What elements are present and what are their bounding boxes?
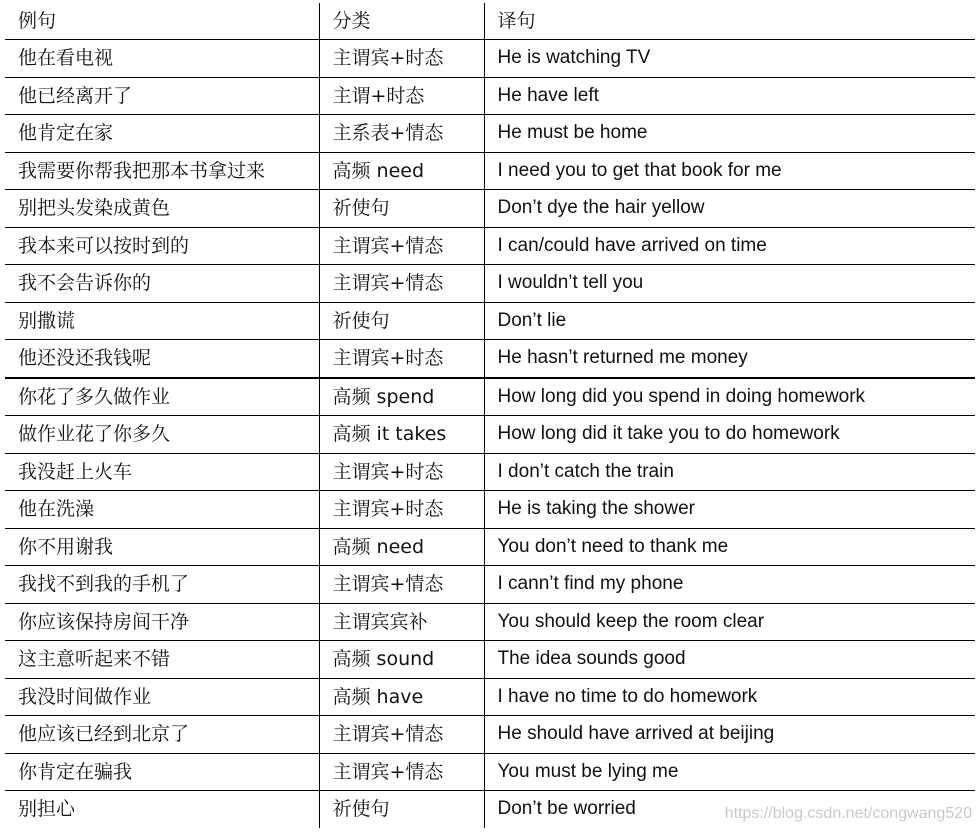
translation-cell: He is watching TV bbox=[484, 40, 975, 78]
translation-cell: He have left bbox=[484, 77, 975, 115]
translation-cell: You don’t need to thank me bbox=[484, 528, 975, 566]
translation-cell: I don’t catch the train bbox=[484, 453, 975, 491]
example-cell: 他应该已经到北京了 bbox=[5, 716, 319, 754]
category-cell: 主谓宾宾补 bbox=[319, 603, 484, 641]
header-category: 分类 bbox=[319, 3, 484, 40]
table-row bbox=[5, 453, 975, 491]
translation-cell: He must be home bbox=[484, 115, 975, 153]
table-row bbox=[5, 566, 975, 604]
category-cell: 高频 need bbox=[319, 528, 484, 566]
table-row bbox=[5, 603, 975, 641]
example-cell: 我没时间做作业 bbox=[5, 678, 319, 716]
category-cell: 高频 spend bbox=[319, 378, 484, 416]
example-cell: 我找不到我的手机了 bbox=[5, 566, 319, 604]
category-cell: 主谓宾+情态 bbox=[319, 716, 484, 754]
example-cell: 别担心 bbox=[5, 791, 319, 828]
example-cell: 你不用谢我 bbox=[5, 528, 319, 566]
category-cell: 高频 it takes bbox=[319, 416, 484, 454]
table-row bbox=[5, 152, 975, 190]
category-cell: 主谓+时态 bbox=[319, 77, 484, 115]
translation-cell: I have no time to do homework bbox=[484, 678, 975, 716]
category-cell: 主谓宾+时态 bbox=[319, 491, 484, 529]
category-cell: 主谓宾+时态 bbox=[319, 40, 484, 78]
header-example: 例句 bbox=[5, 3, 319, 40]
translation-cell: Don’t dye the hair yellow bbox=[484, 190, 975, 228]
example-cell: 他在看电视 bbox=[5, 40, 319, 78]
translation-cell: I cann’t find my phone bbox=[484, 566, 975, 604]
translation-cell: He hasn’t returned me money bbox=[484, 340, 975, 378]
table-row bbox=[5, 265, 975, 303]
sentence-table bbox=[5, 3, 975, 828]
category-cell: 主系表+情态 bbox=[319, 115, 484, 153]
table-body bbox=[5, 3, 975, 828]
example-cell: 做作业花了你多久 bbox=[5, 416, 319, 454]
translation-cell: How long did it take you to do homework bbox=[484, 416, 975, 454]
category-cell: 主谓宾+时态 bbox=[319, 453, 484, 491]
example-cell: 他在洗澡 bbox=[5, 491, 319, 529]
translation-cell: I can/could have arrived on time bbox=[484, 227, 975, 265]
table-row bbox=[5, 641, 975, 679]
example-cell: 他还没还我钱呢 bbox=[5, 340, 319, 378]
table-row bbox=[5, 115, 975, 153]
table-row bbox=[5, 340, 975, 378]
table-row bbox=[5, 378, 975, 416]
category-cell: 主谓宾+情态 bbox=[319, 265, 484, 303]
example-cell: 这主意听起来不错 bbox=[5, 641, 319, 679]
translation-cell: Don’t be worried bbox=[484, 791, 975, 828]
category-cell: 主谓宾+情态 bbox=[319, 753, 484, 791]
category-cell: 祈使句 bbox=[319, 302, 484, 340]
table-row bbox=[5, 302, 975, 340]
example-cell: 我没赶上火车 bbox=[5, 453, 319, 491]
example-cell: 我需要你帮我把那本书拿过来 bbox=[5, 152, 319, 190]
example-cell: 别把头发染成黄色 bbox=[5, 190, 319, 228]
header-translation: 译句 bbox=[484, 3, 975, 40]
example-cell: 你花了多久做作业 bbox=[5, 378, 319, 416]
example-cell: 我不会告诉你的 bbox=[5, 265, 319, 303]
translation-cell: The idea sounds good bbox=[484, 641, 975, 679]
table-row bbox=[5, 77, 975, 115]
table-row bbox=[5, 416, 975, 454]
category-cell: 祈使句 bbox=[319, 190, 484, 228]
table-row bbox=[5, 491, 975, 529]
table-row bbox=[5, 528, 975, 566]
category-cell: 祈使句 bbox=[319, 791, 484, 828]
table-row bbox=[5, 753, 975, 791]
table-row bbox=[5, 227, 975, 265]
category-cell: 高频 need bbox=[319, 152, 484, 190]
example-cell: 你肯定在骗我 bbox=[5, 753, 319, 791]
table-header-row bbox=[5, 3, 975, 40]
example-cell: 别撒谎 bbox=[5, 302, 319, 340]
table-row bbox=[5, 678, 975, 716]
translation-cell: He should have arrived at beijing bbox=[484, 716, 975, 754]
category-cell: 主谓宾+情态 bbox=[319, 227, 484, 265]
table-row bbox=[5, 40, 975, 78]
table-row bbox=[5, 190, 975, 228]
translation-cell: How long did you spend in doing homework bbox=[484, 378, 975, 416]
translation-cell: I need you to get that book for me bbox=[484, 152, 975, 190]
example-cell: 你应该保持房间干净 bbox=[5, 603, 319, 641]
translation-cell: You should keep the room clear bbox=[484, 603, 975, 641]
category-cell: 高频 sound bbox=[319, 641, 484, 679]
translation-cell: He is taking the shower bbox=[484, 491, 975, 529]
example-cell: 我本来可以按时到的 bbox=[5, 227, 319, 265]
category-cell: 高频 have bbox=[319, 678, 484, 716]
table-row bbox=[5, 716, 975, 754]
category-cell: 主谓宾+情态 bbox=[319, 566, 484, 604]
translation-cell: You must be lying me bbox=[484, 753, 975, 791]
translation-cell: Don’t lie bbox=[484, 302, 975, 340]
watermark: https://blog.csdn.net/congwang520 bbox=[724, 805, 972, 822]
category-cell: 主谓宾+时态 bbox=[319, 340, 484, 378]
example-cell: 他肯定在家 bbox=[5, 115, 319, 153]
translation-cell: I wouldn’t tell you bbox=[484, 265, 975, 303]
example-cell: 他已经离开了 bbox=[5, 77, 319, 115]
